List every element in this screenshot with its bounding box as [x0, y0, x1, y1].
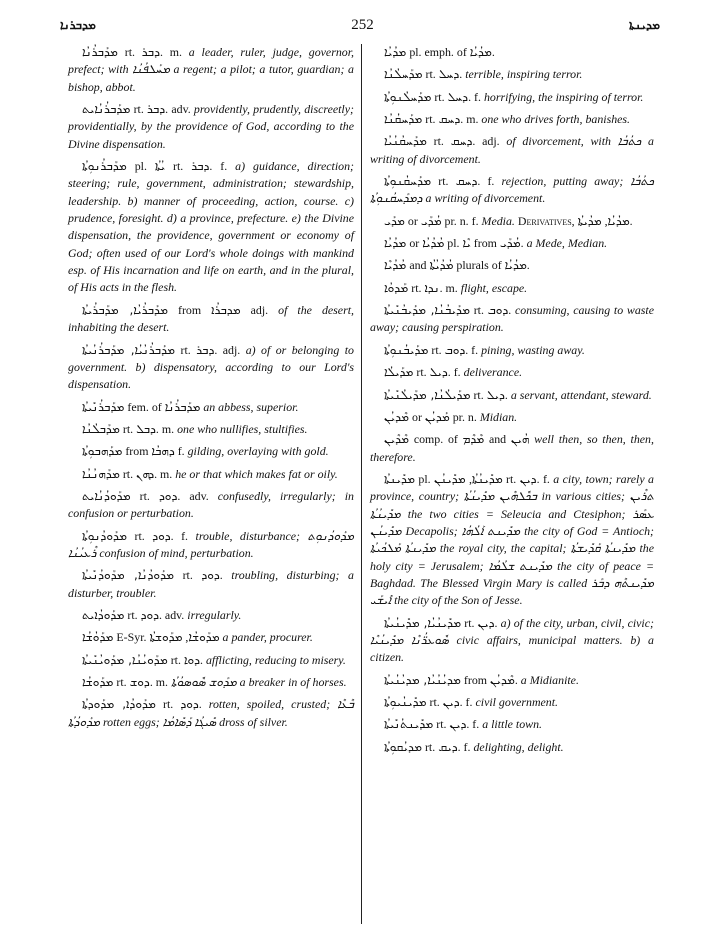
entry-definition: horrifying, the inspiring of terror.	[483, 89, 644, 104]
entry-grammar: rt. ܕܒܠ. m.	[122, 421, 175, 436]
entry-definition: Midian.	[479, 409, 518, 424]
entry-definition: a leader, ruler, judge, governor, prefect; with ܡܚܰܠܦܳܢܳܐ a regent; a pilot; a tutor, guardian; a bishop, abbot.	[68, 45, 355, 94]
entry-definition: of the desert, inhabiting the desert.	[68, 302, 354, 335]
dictionary-entry	[68, 101, 354, 153]
entry-headword: ܡܕܰܚܩܳܢܳܝܳܐ	[384, 134, 427, 149]
entry-grammar: pl. ܝܳܬܳܐ rt. ܕܒܪ. f.	[134, 159, 228, 174]
entry-definition: consuming, causing to waste away; causing perspiration.	[370, 303, 654, 335]
dictionary-entry	[68, 443, 354, 460]
entry-headword: ܡܕܰܝܠܳܢܳܐ, ܡܕܰܝܠܳܢܺܝܬܳܐ	[384, 387, 471, 402]
entry-headword: ܡܕܳܝܳܐ	[384, 45, 407, 59]
entry-definition: one who nullifies, stultifies.	[177, 421, 308, 436]
entry-definition: well then, so then, then, therefore.	[370, 432, 654, 464]
entry-definition: deliverance.	[463, 365, 523, 380]
entry-headword: ܡܕܰܚܠܳܢܘܼܬܳܐ	[384, 89, 432, 104]
dictionary-entry	[68, 652, 354, 669]
entry-grammar: rt. ܕܒܪ. adj.	[180, 342, 241, 357]
dictionary-entry	[68, 607, 354, 624]
entry-definition: trouble, disturbance; ܡܕܰܘܕܳܢܘܼܬ ܪܶܥܝܳܢܳܐ confusion of mind, perturbation.	[68, 528, 354, 560]
entry-grammar: rt. ܕܚܩ. f.	[438, 174, 495, 189]
entry-derivatives: Derivatives, ܡܕܳܝܳܐ, ܡܕܳܝܬܳܐ.	[517, 213, 633, 228]
dictionary-entry	[370, 694, 654, 711]
dictionary-entry	[370, 280, 654, 297]
entry-headword: ܡܕܰܘܕܳܢܳܐ, ܡܕܰܘܕܳܢܺܝܬܳܐ	[82, 568, 175, 583]
entry-definition: a) of or belonging to government. b) dispensatory, according to our Lord's dispensation.	[68, 342, 354, 392]
entry-headword: ܡܶܕܶܝܢ	[384, 432, 410, 447]
entry-grammar: pl. emph. of ܡܕܳܝܳܐ.	[409, 45, 495, 59]
entry-headword: ܡܕܰܝ	[384, 213, 405, 228]
entry-grammar: rt. ܕܝܢ. f.	[429, 695, 473, 709]
entry-definition: a Midianite.	[520, 672, 579, 687]
page-header	[60, 12, 660, 38]
entry-headword: ܡܕܺܝܢܬܳܢܺܝܬܳܐ	[384, 717, 434, 732]
entry-grammar: E-Syr. ܡܕܰܘܫܳܐ, ܡܕܰܘܫܬܳܐ	[116, 630, 220, 645]
dictionary-entry	[370, 364, 654, 381]
entry-grammar: rt. ܕܘܕ.	[163, 697, 202, 712]
entry-grammar: rt. ܕܘܐ.	[170, 652, 203, 667]
dictionary-entry	[68, 158, 354, 297]
entry-headword: ܡܕܰܒܪܳܢܺܝܬܳܐ	[82, 399, 125, 414]
entry-grammar: rt. ܕܒܪ. m.	[124, 45, 182, 59]
dictionary-entry	[370, 409, 654, 426]
entry-definition: a) guidance, direction; steering; rule, government, administration; stewardship, leadership. b) manner of proceeding, action, course. c) prudence, foresight. d) a province, prefecture. e) the Divine dispensation, the providence, government or economy of God; often used of our Lord's whole doings with mankind esp. of His incarnation and life on earth, and in the plural, of His acts in the flesh.	[68, 159, 354, 295]
entry-grammar: rt. ܕܘܫ. m.	[116, 675, 168, 689]
entry-headword: ܡܕܰܗܒܘܼܬܳܐ	[82, 444, 123, 459]
left-column	[68, 44, 354, 736]
entry-grammar: or ܡܳܕܰܝ pr. n. f.	[407, 213, 479, 228]
entry-headword: ܡܰܕܘܳܐ	[384, 280, 409, 295]
dictionary-entry	[370, 387, 654, 404]
entry-definition: troubling, disturbing; a disturber, troubler.	[68, 568, 354, 600]
entry-grammar: rt. ܕܘܕ.	[182, 568, 223, 583]
dictionary-entry	[370, 44, 654, 61]
entry-grammar: from ܡܕܒܪܳܐ adj.	[178, 302, 269, 317]
entry-definition: he or that which makes fat or oily.	[175, 466, 338, 481]
dictionary-entry	[370, 257, 654, 274]
dictionary-entry	[68, 421, 354, 438]
entry-headword: ܡܕܰܘܕܳܐܝܬ	[82, 607, 125, 622]
entry-grammar: rt. ܕܚܩ. adj.	[433, 134, 500, 149]
dictionary-entry	[68, 488, 354, 523]
entry-definition: a little town.	[482, 717, 542, 732]
entry-headword: ܡܕܰܒܠܳܢܳܐ	[82, 421, 120, 436]
entry-headword: ܡܕܰܒܪܳܢܳܐܝܬ	[82, 102, 131, 117]
entry-definition: ܡܕܰܘܫ ܣܽܘܣܘܳܬܳܐ a breaker in of horses.	[170, 675, 347, 689]
entry-headword: ܡܕܺܝܢܳܝܳܐ, ܡܕܺܝܢܳܝܬܳܐ	[384, 615, 462, 630]
entry-headword: ܡܕܰܘܕܳܢܳܐܝܬ	[82, 488, 131, 503]
entry-headword: ܡܕܰܚܩܳܢܳܐ	[384, 112, 423, 127]
entry-grammar: rt. ܕܘܕ. adv.	[139, 488, 209, 503]
entry-headword: ܡܕܰܝܒܳܢܳܐ, ܡܕܰܝܒܳܢܺܝܬܳܐ	[384, 303, 470, 318]
dictionary-entry	[370, 89, 654, 106]
entry-definition: one who drives forth, banishes.	[481, 112, 631, 127]
entry-grammar: rt. ܕܒܪ. adv.	[133, 102, 191, 117]
dictionary-entry	[370, 615, 654, 667]
dictionary-entry	[370, 213, 654, 230]
entry-headword: ܡܶܕܝܳܢ	[384, 409, 410, 424]
entry-definition: irregularly.	[187, 607, 242, 622]
dictionary-entry	[370, 173, 654, 208]
entry-definition: pining, wasting away.	[481, 342, 585, 357]
entry-grammar: rt. ܕܘܒ. f.	[431, 342, 479, 357]
entry-definition: a city, town; rarely a province, country; ܒܟܽܠܗܶܝܢ ܡܕܺܝܢܳܬܳܐ in various cities; ܬܪܶܝܢ ܡܕܺܝܢܳܬܳܐ the two cities = Seleucia and Ctesiphon; ܥܣܰܪ ܡܕܺܝܢܳܢ Decapolis; ܡܕܺܝܢܬ ܐܰܠܳܗܳܐ the city of God = Antioch; ܡܕܺܝܢܬܳܐ ܡܰܠܟܳܝܬܳܐ the royal city, the capital; ܡܕܺܝܢܬܳܐ ܩܰܕܺܝܫܬܳܐ the holy city = Jerusalem; ܡܕܺܝܢܬ ܫܠܳܡܳܐ the city of peace = Baghdad. The Blessed Virgin Mary is called ܡܕܺܝܢܬܶܗ ܕܒܰܪ ܐܺܝܫܰܝ the city of the Son of Jesse.	[370, 471, 655, 608]
dictionary-entry	[68, 629, 354, 646]
dictionary-entry	[370, 739, 654, 756]
entry-definition: delighting, delight.	[473, 739, 564, 754]
entry-definition: an abbess, superior.	[203, 399, 299, 414]
entry-grammar: rt. ܕܚܩ. m.	[425, 112, 479, 127]
entry-definition: civil government.	[475, 695, 559, 709]
entry-grammar: or ܡܰܕܝܳܢ pr. n.	[412, 409, 477, 424]
dictionary-entry	[68, 44, 354, 96]
entry-headword: ܡܕܰܝܒܳܢܘܼܬܳܐ	[384, 342, 429, 357]
entry-grammar: fem. of ܡܕܰܒܪܳܢܳܐ	[127, 399, 201, 414]
entry-grammar: from ܡܶܕܝܳܢ.	[463, 672, 518, 687]
dictionary-entry	[68, 674, 354, 691]
entry-headword: ܡܕܰܘܕܳܐ, ܡܕܰܘܕܬܳܐ	[82, 697, 156, 712]
entry-grammar: rt. ܕܘܕ. f.	[134, 528, 189, 543]
running-head-left: ܡܕܒܪܢܐ	[60, 17, 96, 32]
entry-headword: ܡܕܰܗܢܳܢܳܐ	[82, 466, 120, 481]
entry-grammar: rt. ܕܚܠ. f.	[434, 89, 481, 104]
entry-grammar: rt. ܕܘܕ. adv.	[127, 607, 185, 622]
dictionary-entry	[370, 471, 654, 610]
dictionary-entry	[370, 672, 654, 689]
entry-headword: ܡܕܺܝܢܳܝܘܼܬܳܐ	[384, 695, 427, 709]
dictionary-entry	[370, 111, 654, 128]
running-head-right: ܡܕܝܢܬܐ	[629, 17, 660, 32]
entry-headword: ܡܕܰܘܳܫܳܐ	[82, 630, 114, 645]
entry-headword: ܡܕܰܚܠܳܢܳܐ	[384, 67, 423, 82]
entry-grammar: and ܡܳܕܳܝܳܬܳܐ plurals of ܡܕܳܝܳܐ.	[409, 258, 530, 273]
entry-definition: Media.	[481, 213, 515, 228]
dictionary-entry	[68, 302, 354, 337]
dictionary-entry	[68, 696, 354, 731]
dictionary-entry	[370, 342, 654, 359]
entry-grammar: from ܕܗܒܳܐ f.	[125, 444, 185, 459]
entry-grammar: rt. ܕܝܠ. f.	[416, 365, 461, 380]
entry-definition: a pander, procurer.	[222, 630, 313, 645]
dictionary-entry	[370, 235, 654, 252]
column-divider	[361, 44, 362, 924]
entry-headword: ܡܕܳܝܳܐ	[384, 236, 407, 251]
entry-definition: of divorcement, with ܟܬܳܒܳܐ a writing of divorcement.	[370, 134, 654, 166]
entry-headword: ܡܕܝܳܩܘܼܬܳܐ	[384, 739, 422, 754]
entry-grammar: rt. ܢܕܐ. m.	[411, 280, 458, 295]
dictionary-entry	[68, 528, 354, 563]
entry-headword: ܡܕܰܝܠܳܐ	[384, 365, 414, 380]
entry-grammar: or ܡܳܕܳܝܳܐ pl. ܝܶܐ from ܡܳܕܰܝ.	[409, 236, 524, 251]
entry-headword: ܡܕܺܝܢܬܳܐ	[384, 471, 415, 486]
entry-definition: a) of the city, urban, civil, civic; ܣܽܘܥܪ̈ܳܢܶܐ ܡܕܺܝܢܳܝܶܐ civic affairs, municipal matters. b) a citizen.	[370, 615, 654, 665]
entry-definition: flight, escape.	[460, 280, 528, 295]
entry-headword: ܡܕܰܘܫܳܐ	[82, 675, 114, 689]
dictionary-entry	[370, 133, 654, 168]
entry-grammar: comp. of ܡܶܕܶܡ and ܗܳܝܢ	[413, 432, 530, 447]
entry-grammar: rt. ܕܝܢ. f.	[436, 717, 480, 732]
entry-headword: ܡܕܰܘܕܳܢܘܼܬܳܐ	[82, 528, 127, 543]
right-column	[370, 44, 654, 761]
entry-grammar: rt. ܕܚܠ.	[425, 67, 463, 82]
dictionary-entry	[370, 302, 654, 337]
entry-headword: ܡܕܰܒܪܳܝܳܐ, ܡܕܰܒܪܳܝܬܳܐ	[82, 302, 168, 317]
dictionary-entry	[68, 342, 354, 394]
entry-definition: a Mede, Median.	[526, 236, 608, 251]
entry-definition: rotten, spoiled, crusted; ܒܶܥܶܐ ܡܕܰܘܕܳܬܳܐ rotten eggs; ܣܺܝܓܳܐ ܕܰܣܺܐܡܳܐ dross of silver.	[68, 697, 354, 729]
dictionary-entry	[370, 716, 654, 733]
entry-headword: ܡܕܰܒܪܳܢܳܐ	[82, 45, 118, 59]
entry-grammar: rt. ܕܗܢ. m.	[122, 466, 173, 481]
entry-definition: terrible, inspiring terror.	[465, 67, 583, 82]
page-number: 252	[351, 16, 374, 33]
dictionary-entry	[68, 399, 354, 416]
entry-grammar: rt. ܕܝܠ.	[473, 387, 508, 402]
entry-grammar: pl. ܡܕܺܝܢܳܬܳܐ, ܡܕܺܝܢܳܢ rt. ܕܝܢ. f.	[418, 471, 550, 486]
entry-headword: ܡܕܰܚܩܳܢܘܼܬܳܐ	[384, 174, 432, 189]
dictionary-entry	[68, 567, 354, 602]
entry-headword: ܡܕܰܘܝܳܢܳܐ, ܡܕܰܘܝܳܢܺܝܬܳܐ	[82, 652, 168, 667]
dictionary-entry	[370, 431, 654, 466]
entry-definition: afflicting, reducing to misery.	[205, 652, 346, 667]
entry-headword: ܡܳܕܳܝܶܐ	[384, 258, 407, 273]
entry-definition: rejection, putting away; ܟܬܳܒܳܐ ܕܡܕܰܚܩܳܢܘܼܬܳܐ a writing of divorcement.	[370, 174, 654, 206]
entry-definition: a servant, attendant, steward.	[510, 387, 652, 402]
entry-headword: ܡܕܝܳܢܳܝܳܐ, ܡܕܝܳܢܳܝܬܳܐ	[384, 672, 461, 687]
entry-definition: providently, prudently, discreetly; providentially, by the providence of God, according to the Divine dispensation.	[68, 102, 354, 151]
entry-definition: gilding, overlaying with gold.	[187, 444, 329, 459]
entry-definition: confusedly, irregularly; in confusion or perturbation.	[68, 488, 354, 521]
dictionary-entry	[68, 466, 354, 483]
entry-headword: ܡܕܰܒܪܳܢܘܼܬܳܐ	[82, 159, 127, 174]
entry-headword: ܡܕܰܒܪܳܢܳܝܳܐ, ܡܕܰܒܪܳܢܳܝܬܳܐ	[82, 342, 176, 357]
entry-grammar: rt. ܕܝܢ.	[464, 615, 498, 630]
entry-grammar: rt. ܕܝܩ. f.	[424, 739, 471, 754]
dictionary-entry	[370, 66, 654, 83]
entry-grammar: rt. ܕܘܒ.	[473, 303, 512, 318]
